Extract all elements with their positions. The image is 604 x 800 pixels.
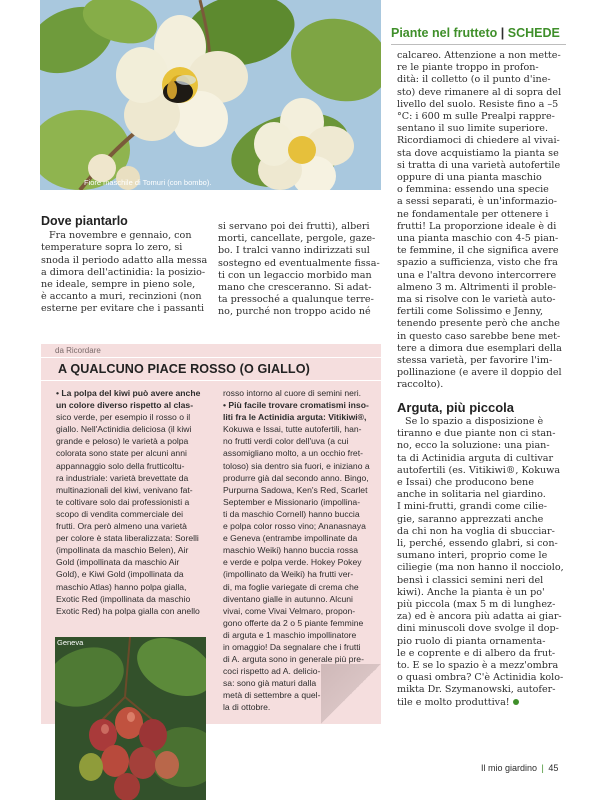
text-line: ti da maschio Cornell) hanno buccia [223,508,360,519]
text-line: tile e molto produttiva! [397,697,569,709]
text-line: o quasi ombra? C'è Actinidia kolo- [397,672,564,684]
text-line: anche in solitaria nel giardino. [397,489,546,501]
dove-left-column [41,215,211,316]
text-line: Ricordiamoci di chiedere al vivai- [397,135,560,147]
text-line: scopo di vendita commerciale dei [56,508,184,519]
text-line: dità: il colletto (o il punto d'ine- [397,74,551,86]
text-line: vivai, come Vivai Velmaro, propon- [223,605,356,616]
text-line: raccolto). [397,379,444,391]
text-line: no, purché non troppo acido né [218,306,371,318]
header-separator: | [500,26,505,40]
text-line: colorata sono state per alcuni anni [56,448,187,459]
text-line: tenendo presente però che anche [397,318,560,330]
text-line: produrre già dal secondo anno. Bingo, [223,472,369,483]
text-line: sentano il suo limite superiore. [397,123,549,135]
text-line: °C: i 600 m sulle Prealpi rappre- [397,111,555,123]
text-line: to. E se lo spazio è a mezz'ombra [397,659,559,671]
text-line: gie, saranno apprezzati anche [397,513,544,525]
dove-right-column [218,221,383,319]
kiwi-berries-illustration [55,637,206,800]
text-line: mano che cresceranno. Si adat- [218,282,372,294]
text-line: liti fra le Actinidia arguta: Vitikiwi®, [223,412,367,423]
footer-separator: | [541,763,544,773]
text-line: frutti. Ora però almeno una varietà [56,521,187,532]
text-line: toloso) sia dentro sia fuori, e iniziano a [223,460,370,471]
text-line: si tratta di una varietà autofertile [397,159,561,171]
arguta-text [397,416,569,709]
text-line: oppure di una pianta maschio [397,172,542,184]
text-line: (impollinata da maschio Belen), Air [56,545,189,556]
photo-caption: Fiore maschile di Tomuri (con bombo). [84,178,212,187]
text-line: no frutti verdi color dell'uva (a cui [223,436,349,447]
text-line: Purpurna Sadowa, Ken's Red, Scarlet [223,484,368,495]
text-line: metà di settembre a quel- [223,690,321,701]
section-name: Piante nel frutteto [391,26,498,40]
text-line: • Più facile trovare cromatismi inso- [223,400,369,411]
text-line: sico verde, per esempio il rosso o il [56,412,191,423]
text-line: ma si risolve con le varietà auto- [397,294,556,306]
text-line: e verde e polpa verde. Hokey Pokey [223,557,362,568]
text-line: almeno 3 m. Altrimenti il proble- [397,281,557,293]
text-line: fertili come Solissimo e Jenny, [397,306,544,318]
text-line: assomigliano molto, a un occhio fret- [223,448,363,459]
text-line: diventano gialle in autunno. Alcuni [223,593,353,604]
text-line: morti, cancellate, pergole, gaze- [218,233,376,245]
text-line: Se lo spazio a disposizione è [405,415,544,427]
text-line: si servano poi dei frutti), alberi [218,221,370,232]
text-line: bo. I tralci vanno indirizzati sul [218,245,370,257]
geneva-photo [55,637,206,800]
flower-photo [40,0,381,190]
text-line: ciliegie (ma non hanno il nocciolo, [397,562,564,574]
text-line: in omaggio! Da segnalare che i frutti [223,641,361,652]
text-line: re le piante troppo in profon- [397,62,539,74]
text-line: multinazionali del kiwi, venivano fat- [56,484,193,495]
text-line: sa: sono già maturi dalla [223,678,317,689]
text-line: ne ideale, sempre in pieno sole, [41,279,196,291]
text-line: la di ottobre. [223,702,271,713]
text-line: sumano interi, proprio come le [397,550,548,562]
box-kicker: da Ricordare [55,346,101,355]
flower-illustration [40,0,381,190]
text-line: rosso intorno al cuore di semini neri. [223,388,362,398]
text-line: spazio a sufficienza, visto che fra [397,257,558,269]
text-line: più piccola (max 5 m di lunghez- [397,598,556,610]
text-line: di arguta e 1 maschio impollinatore [223,629,357,640]
text-line: pollinazione (e avere il doppio del [397,367,562,379]
text-line: Exotic Red (impollinata da maschio [56,593,191,604]
box-left-text [56,387,216,617]
text-line: frutti! La proporzione ideale è di [397,220,557,232]
text-line: kiwi). Anche la pianta è un po' [397,586,545,598]
text-line: pio ruolo di pianta ornamenta- [397,635,546,647]
text-line: di A. arguta sono in generale più pre- [223,654,364,665]
text-line: giallo. Nell'Actinidia deliciosa (il kiwi [56,424,192,435]
text-line: dini minuscoli dove svolge il dop- [397,623,559,635]
geneva-caption: Geneva [57,638,84,647]
text-line: bensì i classici semini neri del [397,574,544,586]
text-line: te coltivare solo dai professionisti a [56,496,190,507]
text-line: livello del suolo. Resiste fino a –5 [397,98,559,110]
text-line: un colore diverso rispetto al clas- [56,400,194,411]
text-line: Fra novembre e gennaio, con [49,230,192,242]
box-right-text [223,387,383,714]
text-line: mikta Dr. Szymanowski, autofer- [397,684,556,696]
text-line: Gold (impollinata da maschio Air [56,557,180,568]
text-line: tiranno e due piante non ci stan- [397,428,556,440]
text-line: no, ecco la soluzione: una pian- [397,440,550,452]
magazine-name: Il mio giardino [481,763,538,773]
page-number: 45 [548,763,559,773]
right-column-text [397,50,569,392]
text-line: snoda il periodo adatto alla messa [41,254,208,266]
box-right-column [223,387,383,714]
text-line: temperature sopra lo zero, si [41,242,183,254]
text-line: sto) deve rimanere al di sopra del [397,86,562,98]
text-line: za) ed è ancora più adatta ai giar- [397,611,562,623]
text-line: I mini-frutti, grandi come cilie- [397,501,548,513]
text-line: • La polpa del kiwi può avere anche [56,388,201,398]
box-title: A QUALCUNO PIACE ROSSO (O GIALLO) [58,362,310,376]
dove-right-text [218,221,383,319]
text-line: di, ma foglie variegate di crema che [223,581,359,592]
text-line: ne fondamentale per ottenere i [397,208,549,220]
text-line: una pianta maschio con 4-5 pian- [397,233,559,245]
text-line: e polpa color rosso vino; Ananasnaya [223,521,366,532]
text-line: Gold), e Kiwi Gold (impollinata da [56,569,184,580]
text-line: sostegno ed eventualmente fissa- [218,257,380,269]
text-line: stessa varietà, per favorire l'im- [397,355,553,367]
text-line: una e l'altra devono intercorrere [397,269,557,281]
text-line: Exotic Red) ha polpa gialla con anello [56,605,200,616]
text-line: a dimora dell'actinidia: la posizio- [41,266,206,278]
text-line: o femmina: essendo una specie [397,184,549,196]
box-rule-bottom [41,380,381,381]
end-mark-icon [513,699,519,705]
text-line: (impollinato da Weiki) ha frutti ver- [223,569,354,580]
text-line: grande e peloso) le varietà a polpa [56,436,189,447]
text-line: calcareo. Attenzione a non mette- [397,50,561,61]
section-header [391,26,560,40]
page-footer [481,763,558,773]
text-line: September e Missionario (impollina- [223,496,361,507]
section-tag: SCHEDE [507,26,560,40]
text-line: da chi non ha voglia di sbucciar- [397,525,555,537]
right-column [397,50,569,709]
text-line: è accanto a muri, recinzioni (non [41,291,202,303]
text-line: in questo caso sarebbe bene met- [397,330,561,342]
text-line: ta di Actinidia arguta di cultivar [397,452,554,464]
dove-left-text [41,230,211,315]
text-line: ta pressoché a qualunque terre- [218,294,374,306]
text-line: appannaggio solo della frutticoltu- [56,460,185,471]
text-line: maschio Atlas) hanno polpa gialla, [56,581,187,592]
text-line: ra industriale: varietà brevettate da [56,472,189,483]
text-line: a sessi separati, è un'informazio- [397,196,557,208]
text-line: tere a dimora due esemplari della [397,342,562,354]
box-rule-top [41,357,381,358]
text-line: maschio Weiki) hanno buccia rossa [223,545,359,556]
text-line: Kokuwa e Issai, tutte autofertili, han- [223,424,362,435]
text-line: e Geneva (entrambe impollinate da [223,533,358,544]
text-line: autofertili (es. Vitikiwi®, Kokuwa [397,464,561,476]
text-line: gono offerte da 2 o 5 piante femmine [223,617,364,628]
text-line: le e coprente e di albero da frut- [397,647,556,659]
text-line: li, perché, essendo glabri, si con- [397,537,558,549]
text-line: sta dove acquistiamo la pianta se [397,147,559,159]
header-rule [391,44,566,45]
dove-heading: Dove piantarlo [41,214,128,228]
box-left-column [56,387,216,617]
text-line: ti con un legaccio morbido man [218,269,372,281]
arguta-heading: Arguta, più piccola [397,399,515,415]
text-line: esterne per evitare che i passanti [41,303,205,315]
text-line: te femmine, il che significa avere [397,245,559,257]
text-line: per colore è stata liberalizzata: Sorelli [56,533,199,544]
text-line: coci rispetto ad A. delicio- [223,666,321,677]
text-line: e Issai) che producono bene [397,476,534,488]
